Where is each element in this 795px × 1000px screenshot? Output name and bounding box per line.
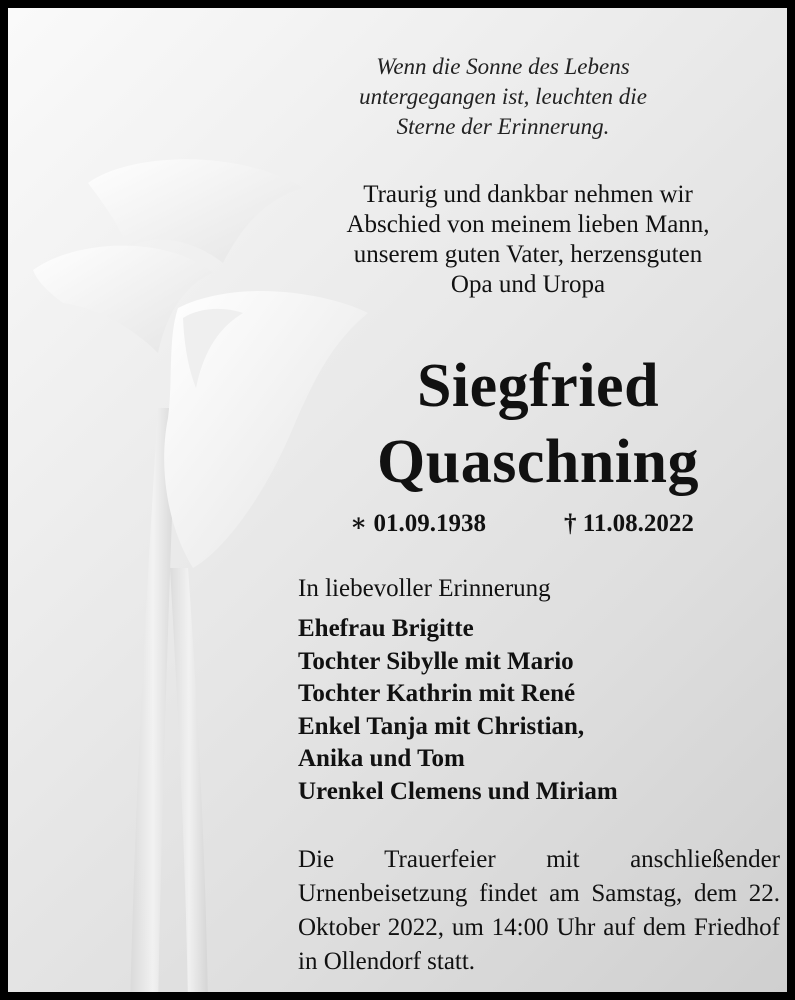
intro-line: Traurig und dankbar nehmen wir: [363, 181, 693, 208]
quote-line: Wenn die Sonne des Lebens: [376, 54, 630, 79]
memorial-quote: [308, 52, 698, 142]
intro-line: unserem guten Vater, herzensguten: [353, 241, 703, 268]
list-item: Tochter Sibylle mit Mario: [298, 647, 574, 675]
first-name: Siegfried: [416, 352, 660, 420]
family-intro: In liebevoller Erinnerung: [298, 575, 551, 602]
last-name: Quaschning: [376, 428, 700, 496]
deceased-name: [308, 348, 768, 500]
list-item: Ehefrau Brigitte: [298, 615, 474, 642]
farewell-text: [298, 180, 758, 300]
quote-line: untergegangen ist, leuchten die: [359, 84, 647, 109]
list-item: Enkel Tanja mit Christian,: [298, 712, 585, 740]
death-date: [564, 508, 694, 540]
family-list: [298, 613, 618, 808]
list-item: Anika und Tom: [298, 745, 465, 772]
birth-date: [350, 508, 486, 540]
quote-line: Sterne der Erinnerung.: [396, 114, 610, 139]
death-date-value: 11.08.2022: [582, 510, 694, 537]
intro-line: Abschied von meinem lieben Mann,: [346, 211, 710, 238]
list-item: Tochter Kathrin mit René: [298, 680, 576, 707]
intro-line: Opa und Uropa: [450, 271, 606, 298]
birth-date-value: 01.09.1938: [373, 510, 487, 537]
birth-star-icon: ∗: [350, 510, 368, 537]
ceremony-info: Die Trauerfeier mit anschließender Urnenbeisetzung findet am Samstag, dem 22. Oktober 2022, um 14:00 Uhr auf dem Friedhof in Ollendorf statt.: [298, 846, 780, 975]
list-item: Urenkel Clemens und Miriam: [298, 777, 618, 805]
death-cross-icon: †: [564, 510, 577, 537]
